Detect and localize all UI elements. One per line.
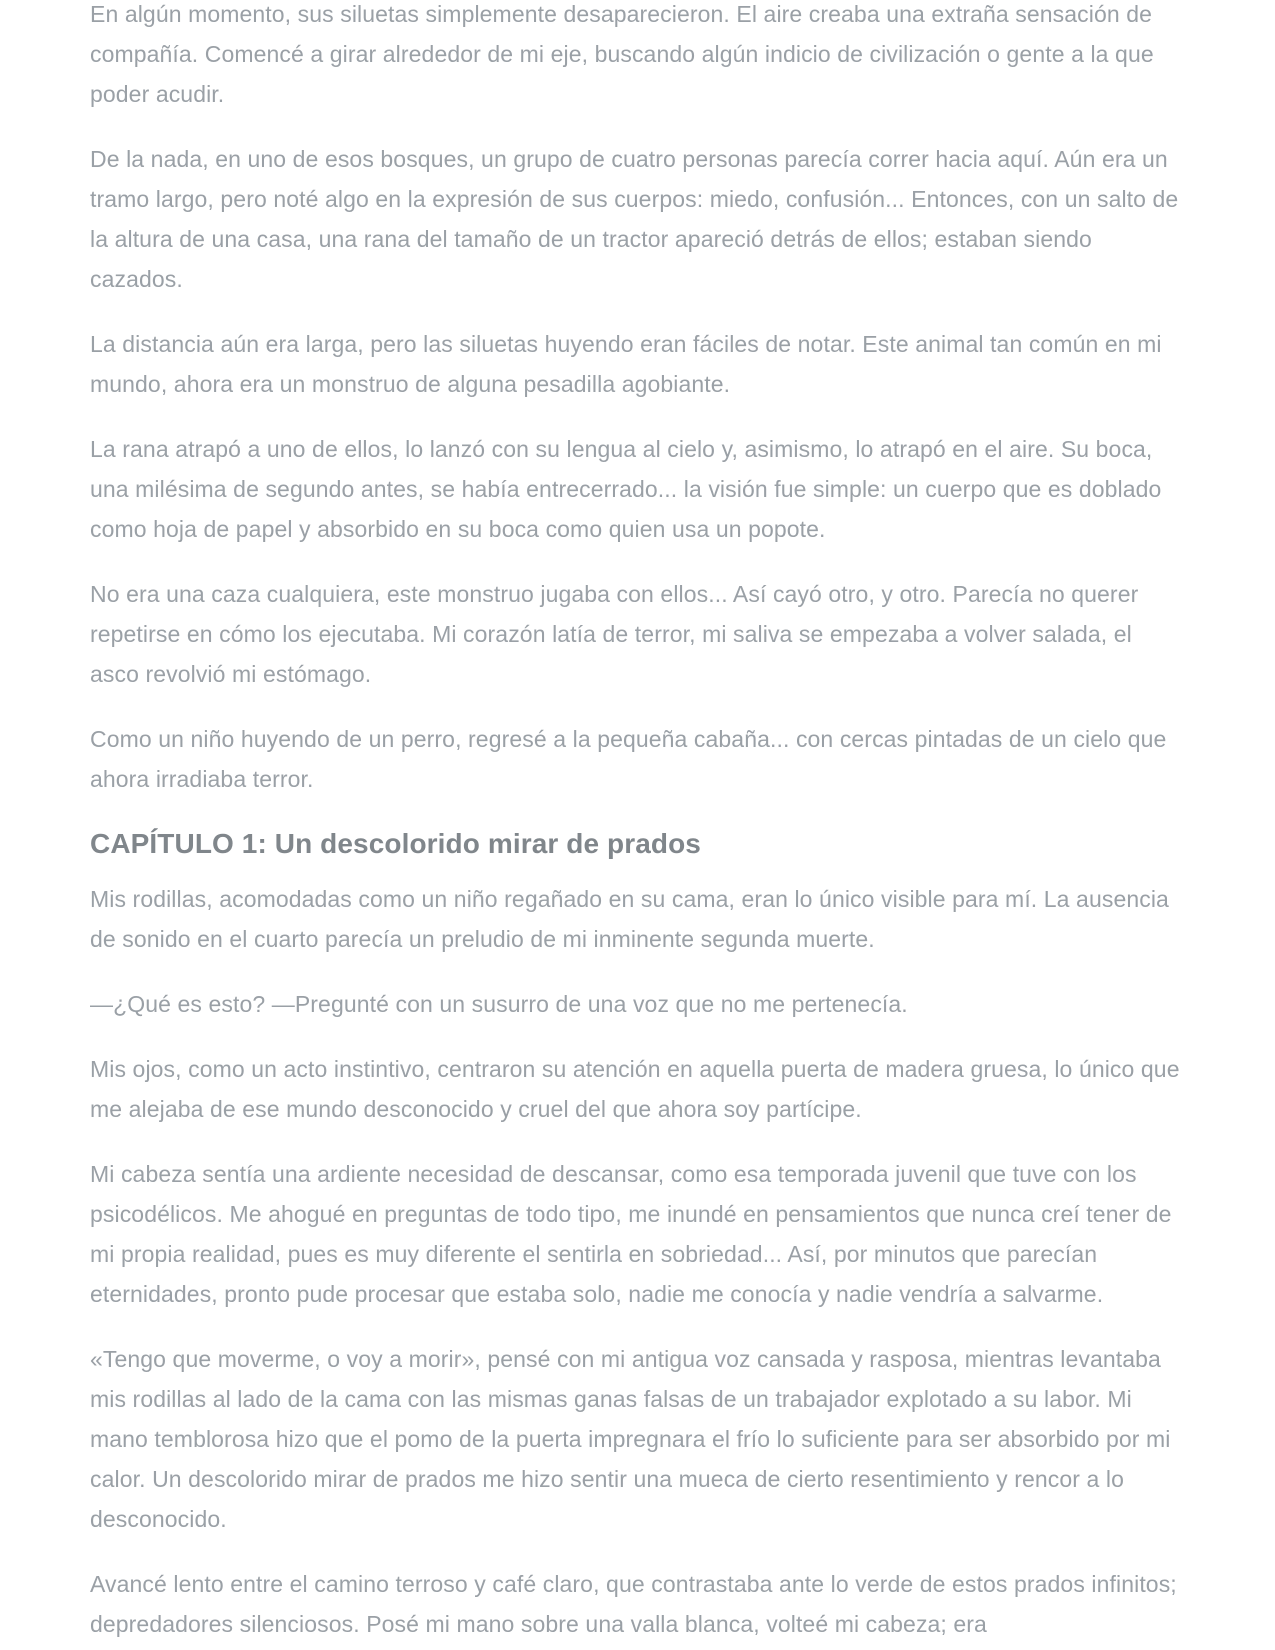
document-content — [90, 0, 1185, 1644]
body-paragraph: Mis rodillas, acomodadas como un niño regañado en su cama, eran lo único visible para mí. La ausencia de sonido en el cuarto parecía un preludio de mi inminente segunda muerte. — [90, 886, 1169, 952]
body-paragraph: —¿Qué es esto? —Pregunté con un susurro de una voz que no me pertenecía. — [90, 991, 908, 1017]
body-paragraph: Mi cabeza sentía una ardiente necesidad de descansar, como esa temporada juvenil que tuve con los psicodélicos. Me ahogué en preguntas de todo tipo, me inundé en pensamientos que nunca creí tener de mi propia realidad, pues es muy diferente el sentirla en sobriedad... Así, por minutos que parecían eternidades, pronto pude procesar que estaba solo, nadie me conocía y nadie vendría a salvarme. — [90, 1161, 1172, 1307]
body-paragraph: De la nada, en uno de esos bosques, un grupo de cuatro personas parecía correr hacia aquí. Aún era un tramo largo, pero noté algo en la expresión de sus cuerpos: miedo, confusión... Entonces, con un salto de la altura de una casa, una rana del tamaño de un tractor apareció detrás de ellos; estaban siendo cazados. — [90, 146, 1179, 292]
body-paragraph: En algún momento, sus siluetas simplemente desaparecieron. El aire creaba una extraña sensación de compañía. Comencé a girar alrededor de mi eje, buscando algún indicio de civilización o gente a la que poder acudir. — [90, 1, 1154, 107]
body-paragraph: Como un niño huyendo de un perro, regresé a la pequeña cabaña... con cercas pintadas de un cielo que ahora irradiaba terror. — [90, 726, 1167, 792]
body-paragraph: Mis ojos, como un acto instintivo, centraron su atención en aquella puerta de madera gruesa, lo único que me alejaba de ese mundo desconocido y cruel del que ahora soy partícipe. — [90, 1056, 1180, 1122]
body-paragraph: No era una caza cualquiera, este monstruo jugaba con ellos... Así cayó otro, y otro. Parecía no querer repetirse en cómo los ejecutaba. Mi corazón latía de terror, mi saliva se empezaba a volver salada, el asco revolvió mi estómago. — [90, 581, 1139, 687]
body-paragraph: La distancia aún era larga, pero las siluetas huyendo eran fáciles de notar. Este animal tan común en mi mundo, ahora era un monstruo de alguna pesadilla agobiante. — [90, 331, 1162, 397]
body-paragraph: La rana atrapó a uno de ellos, lo lanzó con su lengua al cielo y, asimismo, lo atrapó en el aire. Su boca, una milésima de segundo antes, se había entrecerrado... la visión fue simple: un cuerpo que es doblado como hoja de papel y absorbido en su boca como quien usa un popote. — [90, 436, 1162, 542]
chapter-heading: CAPÍTULO 1: Un descolorido mirar de prados — [90, 828, 701, 859]
body-paragraph: Avancé lento entre el camino terroso y café claro, que contrastaba ante lo verde de estos prados infinitos; depredadores silenciosos. Posé mi mano sobre una valla blanca, volteé mi cabeza; era — [90, 1571, 1177, 1637]
body-paragraph: «Tengo que moverme, o voy a morir», pensé con mi antigua voz cansada y rasposa, mientras levantaba mis rodillas al lado de la cama con las mismas ganas falsas de un trabajador explotado a su labor. Mi mano temblorosa hizo que el pomo de la puerta impregnara el frío lo suficiente para ser absorbido por mi calor. Un descolorido mirar de prados me hizo sentir una mueca de cierto resentimiento y rencor a lo desconocido. — [90, 1346, 1171, 1532]
